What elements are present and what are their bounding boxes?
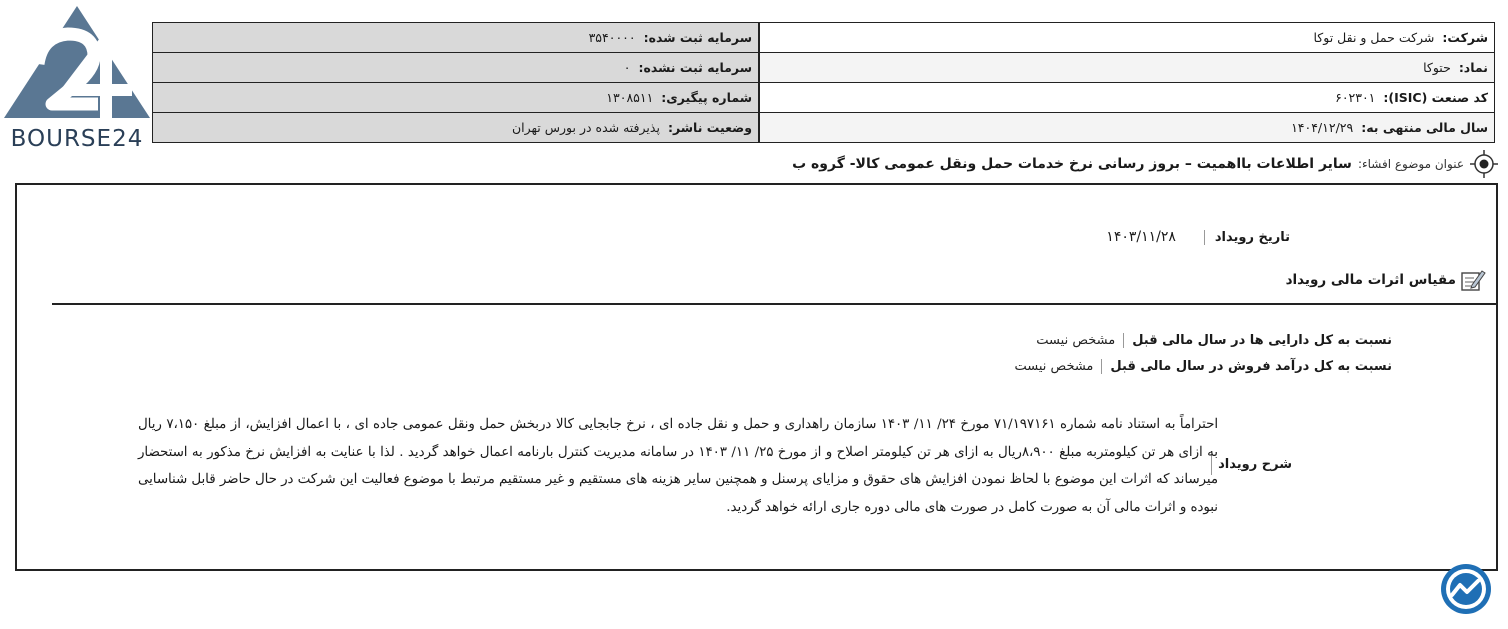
registered-capital-value: ۳۵۴۰۰۰۰: [588, 30, 636, 45]
tracking-number-cell: [153, 83, 758, 112]
info-row: [153, 53, 1494, 83]
event-panel: [15, 183, 1498, 571]
ratio-assets-value: مشخص نیست: [1036, 333, 1116, 348]
event-date-label: تاریخ رویداد: [1204, 230, 1290, 245]
tracking-number-value: ۱۳۰۸۵۱۱: [606, 90, 654, 105]
info-row: [153, 23, 1494, 53]
ratio-assets-row: [1036, 333, 1392, 348]
ratio-assets-label: نسبت به کل دارایی ها در سال مالی قبل: [1123, 333, 1392, 348]
company-value: شرکت حمل و نقل توکا: [1313, 30, 1435, 45]
company-key: شرکت:: [1442, 30, 1488, 45]
section-divider: [52, 303, 1496, 305]
logo-text: BOURSE24: [10, 126, 144, 152]
subject-label: عنوان موضوع افشاء:: [1357, 157, 1464, 171]
financial-impact-title: [1286, 267, 1486, 293]
publisher-status-value: پذیرفته شده در بورس تهران: [511, 120, 660, 135]
publisher-status-cell: [153, 113, 758, 142]
registered-capital-key: سرمایه ثبت شده:: [643, 30, 752, 45]
financial-impact-title-text: مقیاس اثرات مالی رویداد: [1285, 272, 1456, 288]
logo-icon: [2, 4, 152, 126]
event-date-value: ۱۴۰۳/۱۱/۲۸: [1106, 229, 1176, 245]
unregistered-capital-value: ۰: [623, 60, 631, 75]
publisher-status-key: وضعیت ناشر:: [667, 120, 752, 135]
disclosure-subject: [792, 150, 1498, 178]
tracking-number-key: شماره پیگیری:: [661, 90, 752, 105]
fiscal-year-cell: [758, 113, 1494, 142]
event-description-label: شرح رویداد: [1211, 455, 1292, 475]
ratio-revenue-value: مشخص نیست: [1014, 359, 1094, 374]
company-cell: [758, 23, 1494, 52]
symbol-cell: [758, 53, 1494, 82]
bourse24-logo: [2, 4, 152, 150]
symbol-value: حتوکا: [1423, 60, 1451, 75]
target-icon: [1470, 150, 1498, 178]
ratio-revenue-label: نسبت به کل درآمد فروش در سال مالی قبل: [1101, 359, 1392, 374]
info-row: [153, 113, 1494, 142]
ratio-revenue-row: [1014, 359, 1392, 374]
isic-key: کد صنعت (ISIC):: [1383, 90, 1488, 105]
event-date-row: [1106, 229, 1290, 245]
subject-value: سایر اطلاعات بااهمیت – بروز رسانی نرخ خدمات حمل ونقل عمومی کالا- گروه ب: [792, 156, 1352, 172]
fiscal-year-value: ۱۴۰۴/۱۲/۲۹: [1291, 120, 1354, 135]
brand-icon[interactable]: [1440, 563, 1492, 615]
symbol-key: نماد:: [1458, 60, 1488, 75]
note-edit-icon: [1460, 267, 1486, 293]
event-description-text: احتراماً به استناد نامه شماره ۷۱/۱۹۷۱۶۱ مورخ ۲۴/ ۱۱/ ۱۴۰۳ سازمان راهداری و حمل و نقل جاده ای ، نرخ جابجایی کالا دربخش حمل ونقل عمومی جاده ای ، با اعمال افزایش، از مبلغ ۷،۱۵۰ ریال به ازای هر تن کیلومتربه مبلغ ۸،۹۰۰ریال به ازای هر تن کیلومتر اصلاح و از مورخ ۲۵/ ۱۱/ ۱۴۰۳ در سامانه مدیریت کنترل بارنامه اعمال خواهد گردید . لذا با عنایت به افزایش نرخ مذکور به استحضار میرساند که اثرات این موضوع با لحاظ نمودن افزایش های حقوق و مزایای پرسنل و همچنین سایر هزینه های مستقیم و غیر مستقیم مرتبط با موضوع فعالیت این شرکت در حال حاضر قابل شناسایی نبوده و اثرات مالی آن به صورت کامل در صورت های مالی دوره جاری ارائه خواهد گردید.: [138, 417, 1219, 515]
unregistered-capital-key: سرمایه ثبت نشده:: [638, 60, 752, 75]
fiscal-year-key: سال مالی منتهی به:: [1361, 120, 1488, 135]
company-info-table: [152, 22, 1495, 143]
unregistered-capital-cell: [153, 53, 758, 82]
isic-cell: [758, 83, 1494, 112]
registered-capital-cell: [153, 23, 758, 52]
info-row: [153, 83, 1494, 113]
isic-value: ۶۰۲۳۰۱: [1335, 90, 1376, 105]
